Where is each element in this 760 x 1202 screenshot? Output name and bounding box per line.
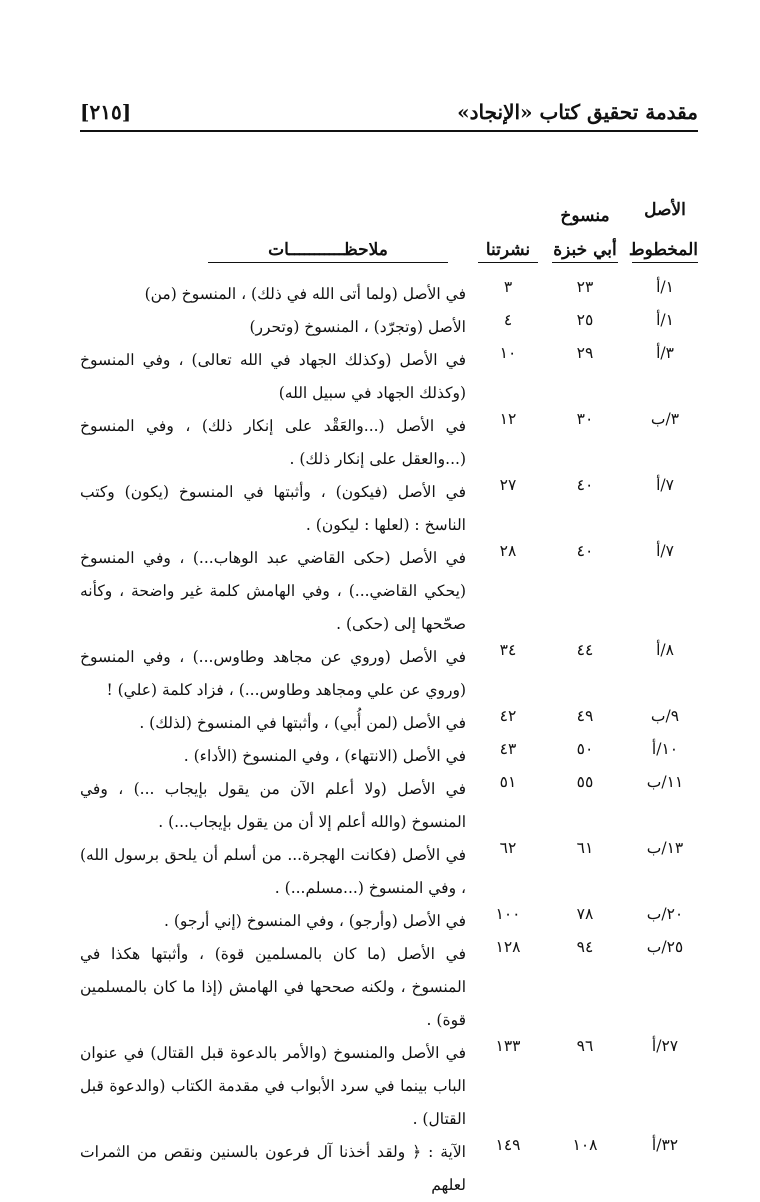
edition-page: ٢٨: [499, 542, 517, 560]
original-ref: ٢٥/ب: [646, 938, 684, 956]
edition-page: ١٢: [499, 410, 517, 428]
note-text: في الأصل (حكى القاضي عبد الوهاب...) ، وفي المنسوخ (يحكي القاضي...) ، وفي الهامش كلمة غير واضحة ، وكأنه صحّحها إلى (حكى) .: [80, 549, 466, 633]
original-ref: ٣/ب: [650, 410, 680, 428]
edition-page: ١٤٩: [495, 1136, 521, 1154]
edition-page: ١٢٨: [495, 938, 521, 956]
header-copy-top: منسوخ: [560, 206, 610, 226]
copy-page: ٩٤: [576, 938, 594, 956]
original-ref: ١١/ب: [646, 773, 684, 791]
original-ref: ١/أ: [656, 278, 674, 296]
copy-page: ٣٠: [576, 410, 594, 428]
edition-page: ٣٤: [499, 641, 517, 659]
edition-page: ٥١: [499, 773, 517, 791]
edition-page: ١٠٠: [495, 905, 521, 923]
note-text: في الأصل (فيكون) ، وأثبتها في المنسوخ (يكون) وكتب الناسخ : (لعلها : ليكون) .: [80, 483, 466, 534]
copy-page: ٢٥: [576, 311, 594, 329]
original-ref: ٧/أ: [656, 542, 674, 560]
original-ref: ١٣/ب: [646, 839, 684, 857]
table-row: [80, 740, 698, 773]
header-original-top: الأصل: [644, 200, 686, 220]
header-notes: ملاحظـــــــــــات: [208, 240, 448, 263]
original-ref: ٨/أ: [656, 641, 674, 659]
note-text: في الأصل (وكذلك الجهاد في الله تعالى) ، وفي المنسوخ (وكذلك الجهاد في سبيل الله): [80, 351, 466, 402]
table-row: [80, 839, 698, 905]
copy-page: ٤٠: [576, 476, 594, 494]
note-text: في الأصل (لمن أُبي) ، وأثبتها في المنسوخ (لذلك) .: [139, 714, 466, 732]
note-text: الأصل (وتجرّد) ، المنسوخ (وتحرر): [249, 318, 466, 336]
header-copy-bottom: أبي خبزة: [552, 240, 618, 263]
table-row: [80, 278, 698, 311]
edition-page: ٣: [503, 278, 513, 296]
note-text: في الأصل (وأرجو) ، وفي المنسوخ (إني أرجو) .: [163, 912, 466, 930]
original-ref: ١٠/أ: [651, 740, 679, 758]
header-edition: نشرتنا: [478, 240, 538, 263]
edition-page: ٦٢: [499, 839, 517, 857]
copy-page: ١٠٨: [572, 1136, 598, 1154]
running-title: مقدمة تحقيق كتاب «الإنجاد»: [457, 100, 698, 124]
copy-page: ٦١: [576, 839, 594, 857]
copy-page: ٥٥: [576, 773, 594, 791]
copy-page: ٥٠: [576, 740, 594, 758]
page-number: [٢١٥]: [80, 100, 132, 124]
note-text: في الأصل والمنسوخ (والأمر بالدعوة قبل القتال) في عنوان الباب بينما في سرد الأبواب في مقدمة الكتاب (والدعوة قبل القتال) .: [80, 1044, 466, 1128]
note-text: في الأصل (ما كان بالمسلمين قوة) ، وأثبتها هكذا في المنسوخ ، ولكنه صححها في الهامش (إذا ما كان بالمسلمين قوة) .: [80, 945, 466, 1029]
original-ref: ٧/أ: [656, 476, 674, 494]
copy-page: ٤٠: [576, 542, 594, 560]
header-original-bottom: المخطوط: [632, 240, 698, 263]
original-ref: ٣/أ: [656, 344, 674, 362]
table-row: [80, 344, 698, 410]
note-text: في الأصل (ولا أعلم الآن من يقول بإيجاب ...) ، وفي المنسوخ (والله أعلم إلا أن من يقول بإيجاب...) .: [80, 780, 466, 831]
edition-page: ١٣٣: [495, 1037, 521, 1055]
edition-page: ٤: [503, 311, 513, 329]
edition-page: ١٠: [499, 344, 517, 362]
note-text: في الأصل (فكانت الهجرة... من أسلم أن يلحق برسول الله) ، وفي المنسوخ (...مسلم...) .: [80, 846, 466, 897]
original-ref: ٢٧/أ: [651, 1037, 679, 1055]
note-text: في الأصل (وروي عن مجاهد وطاوس...) ، وفي المنسوخ (وروي عن علي ومجاهد وطاوس...) ، فزاد كلمة (علي) !: [80, 648, 466, 699]
page-header: [80, 88, 698, 132]
comparison-table: [80, 278, 698, 1202]
table-row: [80, 311, 698, 344]
table-row: [80, 1136, 698, 1202]
copy-page: ٢٩: [576, 344, 594, 362]
table-row: [80, 476, 698, 542]
edition-page: ٢٧: [499, 476, 517, 494]
note-text: الآية : ﴿ ولقد أخذنا آل فرعون بالسنين ونقص من الثمرات لعلهم: [80, 1143, 466, 1194]
copy-page: ٩٦: [576, 1037, 594, 1055]
table-row: [80, 938, 698, 1037]
column-headers: [80, 200, 698, 270]
original-ref: ٢٠/ب: [646, 905, 684, 923]
copy-page: ٤٤: [576, 641, 594, 659]
table-row: [80, 542, 698, 641]
copy-page: ٧٨: [576, 905, 594, 923]
copy-page: ٤٩: [576, 707, 594, 725]
note-text: في الأصل (ولما أتى الله في ذلك) ، المنسوخ (من): [144, 285, 466, 303]
table-row: [80, 1037, 698, 1136]
original-ref: ٩/ب: [650, 707, 680, 725]
table-row: [80, 641, 698, 707]
original-ref: ١/أ: [656, 311, 674, 329]
copy-page: ٢٣: [576, 278, 594, 296]
table-row: [80, 410, 698, 476]
note-text: في الأصل (...والعَقْد على إنكار ذلك) ، وفي المنسوخ (...والعقل على إنكار ذلك) .: [80, 417, 466, 468]
table-row: [80, 905, 698, 938]
original-ref: ٣٢/أ: [651, 1136, 679, 1154]
table-row: [80, 707, 698, 740]
note-text: في الأصل (الانتهاء) ، وفي المنسوخ (الأداء) .: [183, 747, 466, 765]
edition-page: ٤٢: [499, 707, 517, 725]
table-row: [80, 773, 698, 839]
edition-page: ٤٣: [499, 740, 517, 758]
